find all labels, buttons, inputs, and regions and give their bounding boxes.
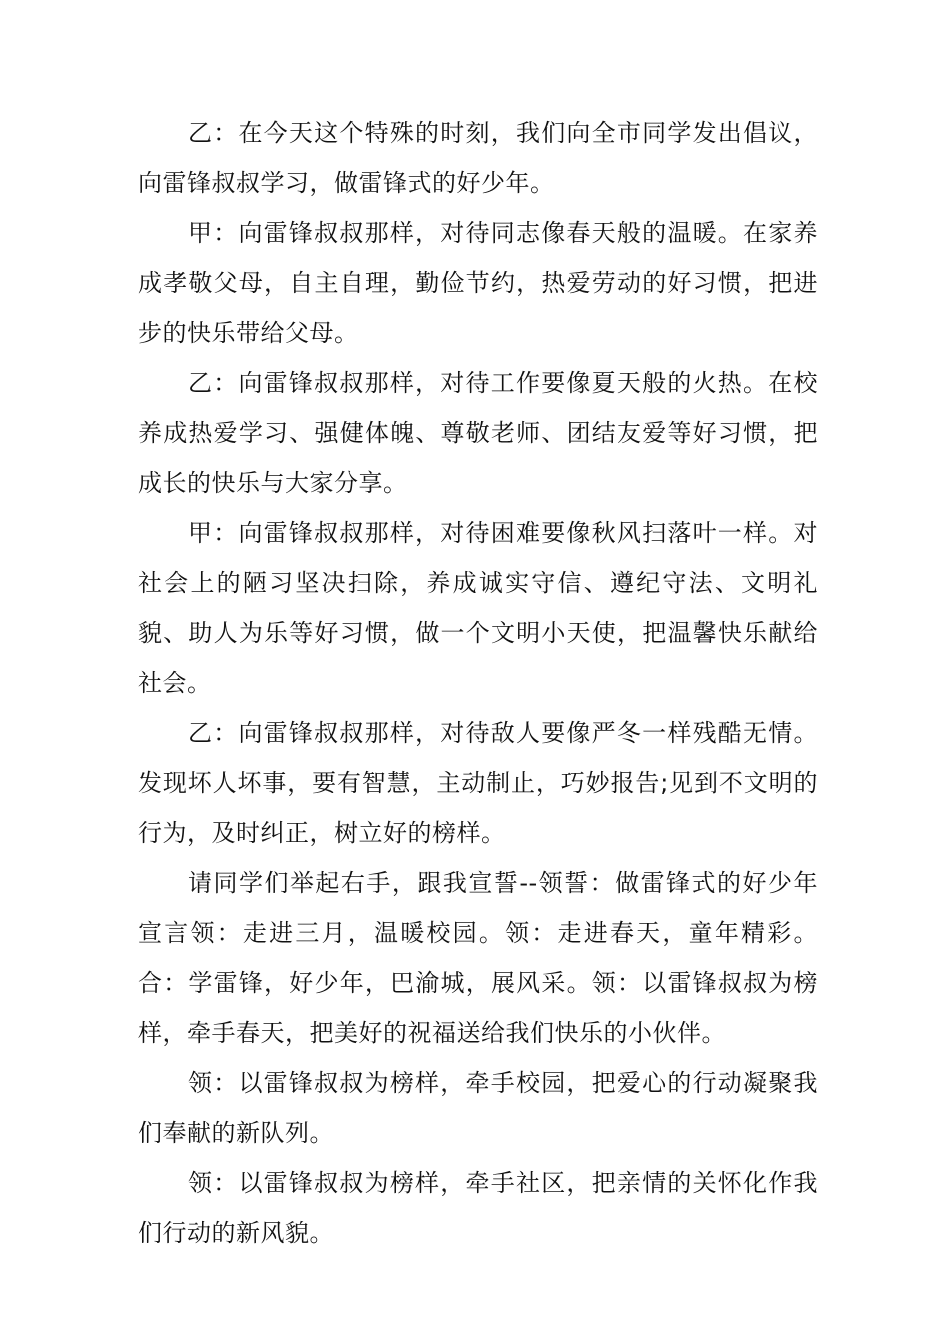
paragraph-7: 领：以雷锋叔叔为榜样，牵手校园，把爱心的行动凝聚我们奉献的新队列。 (138, 1069, 818, 1147)
paragraph-3: 乙：向雷锋叔叔那样，对待工作要像夏天般的火热。在校养成热爱学习、强健体魄、尊敬老师、团结友爱等好习惯，把成长的快乐与大家分享。 (138, 369, 818, 497)
document-page (138, 108, 818, 1258)
paragraph-2: 甲：向雷锋叔叔那样，对待同志像春天般的温暖。在家养成孝敬父母，自主自理，勤俭节约，热爱劳动的好习惯，把进步的快乐带给父母。 (138, 219, 818, 347)
paragraph-4: 甲：向雷锋叔叔那样，对待困难要像秋风扫落叶一样。对社会上的陋习坚决扫除，养成诚实守信、遵纪守法、文明礼貌、助人为乐等好习惯，做一个文明小天使，把温馨快乐献给社会。 (138, 519, 818, 697)
paragraph-8: 领：以雷锋叔叔为榜样，牵手社区，把亲情的关怀化作我们行动的新风貌。 (138, 1169, 818, 1247)
paragraph-6: 请同学们举起右手，跟我宣誓--领誓：做雷锋式的好少年宣言领：走进三月，温暖校园。领：走进春天，童年精彩。合：学雷锋，好少年，巴渝城，展风采。领：以雷锋叔叔为榜样，牵手春天，把美好的祝福送给我们快乐的小伙伴。 (138, 869, 818, 1047)
paragraph-5: 乙：向雷锋叔叔那样，对待敌人要像严冬一样残酷无情。发现坏人坏事，要有智慧，主动制止，巧妙报告;见到不文明的行为，及时纠正，树立好的榜样。 (138, 719, 818, 847)
paragraph-1: 乙：在今天这个特殊的时刻，我们向全市同学发出倡议，向雷锋叔叔学习，做雷锋式的好少年。 (138, 119, 818, 197)
